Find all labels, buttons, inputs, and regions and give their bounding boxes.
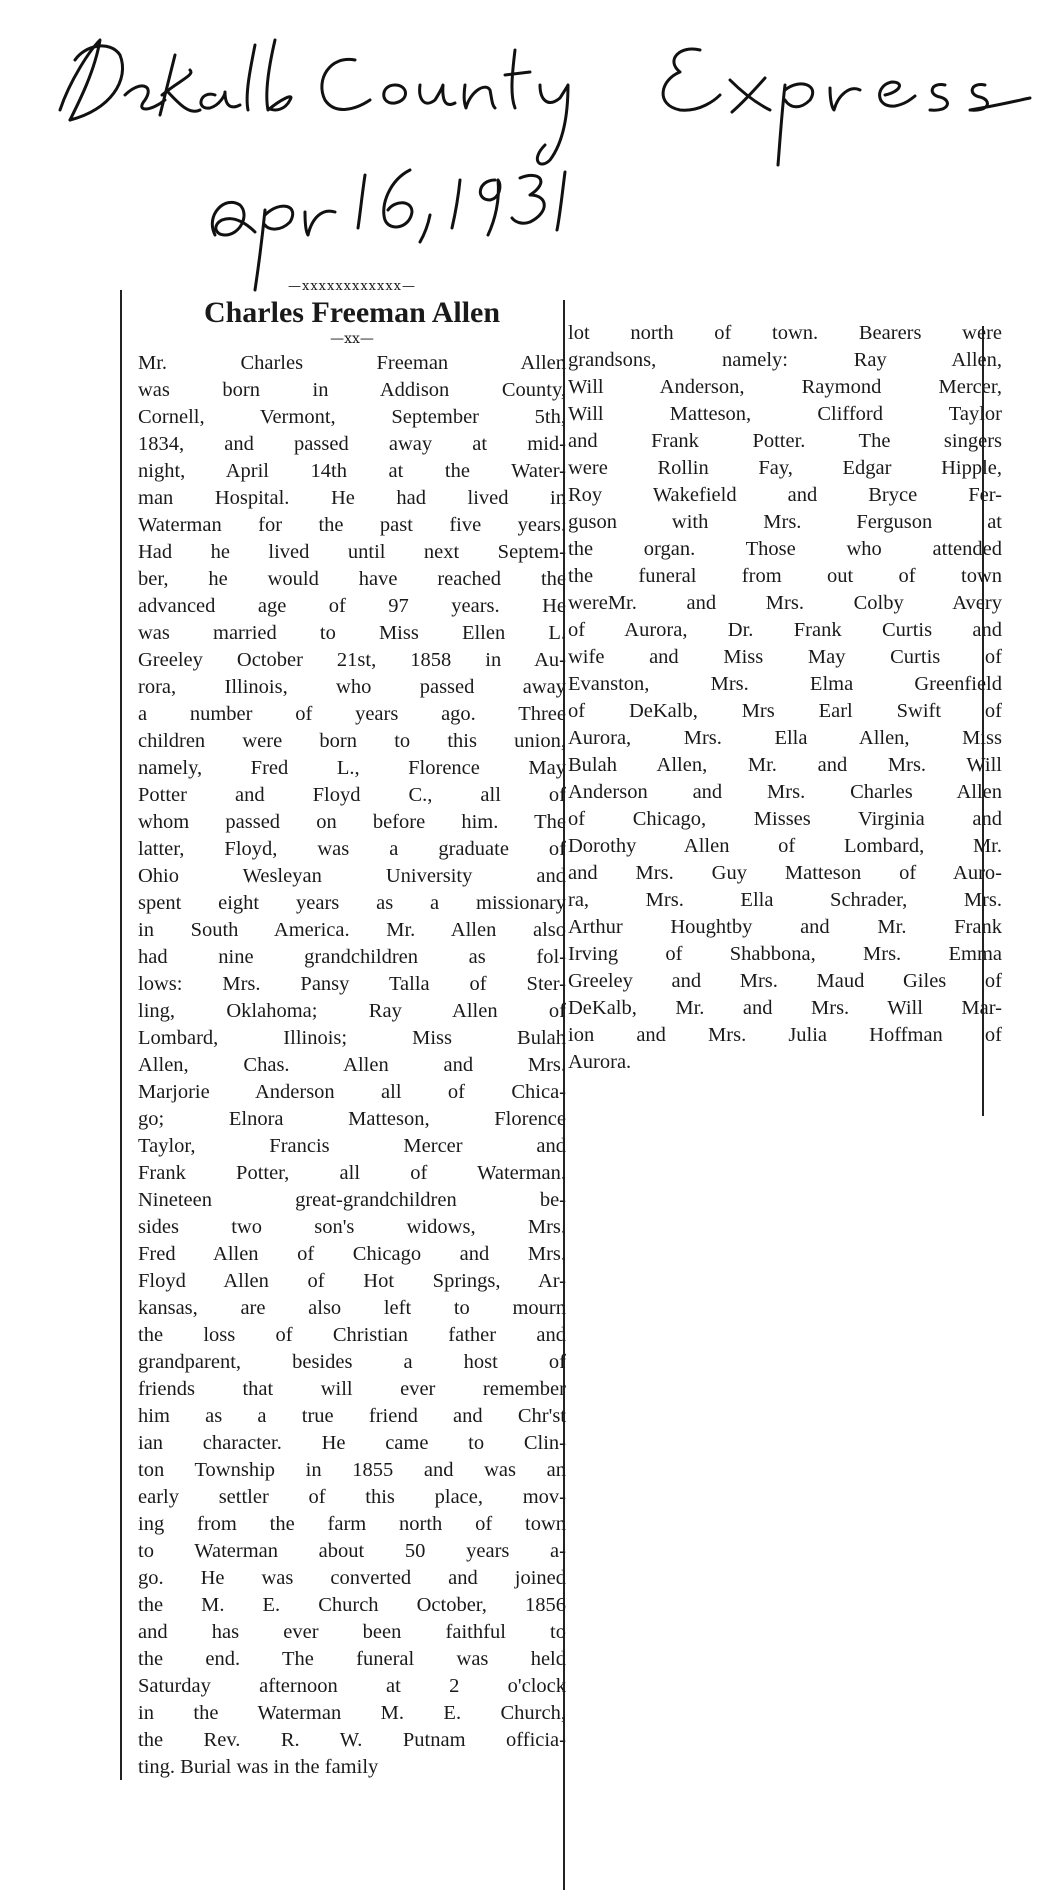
text-line: the organ. Those who attended: [568, 538, 1002, 560]
article-body-left: [138, 350, 566, 1781]
text-line: in the Waterman M. E. Church,: [138, 1702, 566, 1724]
text-line: lows: Mrs. Pansy Talla of Ster-: [138, 973, 566, 995]
text-line: Anderson and Mrs. Charles Allen: [568, 781, 1002, 803]
text-line: and Mrs. Guy Matteson of Auro-: [568, 862, 1002, 884]
text-line: was married to Miss Ellen L.: [138, 622, 566, 644]
text-line: Mr. Charles Freeman Allen: [138, 352, 566, 374]
text-line: Evanston, Mrs. Elma Greenfield: [568, 673, 1002, 695]
text-line: Nineteen great-grandchildren be-: [138, 1189, 566, 1211]
handwritten-annotation-drawing: [0, 0, 1038, 300]
text-line: grandsons, namely: Ray Allen,: [568, 349, 1002, 371]
headline-ornament: —xxxxxxxxxxxx—: [288, 279, 416, 294]
text-line: and Frank Potter. The singers: [568, 430, 1002, 452]
text-line: Greeley October 21st, 1858 in Au-: [138, 649, 566, 671]
text-line: Dorothy Allen of Lombard, Mr.: [568, 835, 1002, 857]
text-line: namely, Fred L., Florence May: [138, 757, 566, 779]
text-line: Irving of Shabbona, Mrs. Emma: [568, 943, 1002, 965]
text-line: wife and Miss May Curtis of: [568, 646, 1002, 668]
text-line: of DeKalb, Mrs Earl Swift of: [568, 700, 1002, 722]
text-line: go; Elnora Matteson, Florence: [138, 1108, 566, 1130]
text-line: lot north of town. Bearers were: [568, 322, 1002, 344]
article-column-left: [138, 280, 566, 1781]
text-line: DeKalb, Mr. and Mrs. Will Mar-: [568, 997, 1002, 1019]
text-line: Marjorie Anderson all of Chica-: [138, 1081, 566, 1103]
text-line: early settler of this place, mov-: [138, 1486, 566, 1508]
text-line: Frank Potter, all of Waterman.: [138, 1162, 566, 1184]
text-line: spent eight years as a missionary: [138, 892, 566, 914]
text-line: rora, Illinois, who passed away: [138, 676, 566, 698]
text-line: Aurora, Mrs. Ella Allen, Miss: [568, 727, 1002, 749]
text-line: the loss of Christian father and: [138, 1324, 566, 1346]
text-line: Cornell, Vermont, September 5th,: [138, 406, 566, 428]
handwritten-annotation: [0, 0, 1038, 300]
text-line: Aurora.: [568, 1051, 632, 1073]
text-line: ting. Burial was in the family: [138, 1756, 379, 1778]
text-line: whom passed on before him. The: [138, 811, 566, 833]
text-line: friends that will ever remember: [138, 1378, 566, 1400]
text-line: Ohio Wesleyan University and: [138, 865, 566, 887]
text-line: grandparent, besides a host of: [138, 1351, 566, 1373]
text-line: Waterman for the past five years.: [138, 514, 566, 536]
text-line: Taylor, Francis Mercer and: [138, 1135, 566, 1157]
text-line: Greeley and Mrs. Maud Giles of: [568, 970, 1002, 992]
text-line: the M. E. Church October, 1856: [138, 1594, 566, 1616]
text-line: advanced age of 97 years. He: [138, 595, 566, 617]
text-line: the end. The funeral was held: [138, 1648, 566, 1670]
text-line: was born in Addison County,: [138, 379, 566, 401]
text-line: ian character. He came to Clin-: [138, 1432, 566, 1454]
text-line: Lombard, Illinois; Miss Bulah: [138, 1027, 566, 1049]
text-line: wereMr. and Mrs. Colby Avery: [568, 592, 1002, 614]
article-title: Charles Freeman Allen: [203, 296, 501, 329]
text-line: Fred Allen of Chicago and Mrs.: [138, 1243, 566, 1265]
text-line: had nine grandchildren as fol-: [138, 946, 566, 968]
text-line: of Chicago, Misses Virginia and: [568, 808, 1002, 830]
text-line: latter, Floyd, was a graduate of: [138, 838, 566, 860]
text-line: in South America. Mr. Allen also: [138, 919, 566, 941]
text-line: Had he lived until next Septem-: [138, 541, 566, 563]
column-rule-left: [120, 290, 122, 1780]
text-line: guson with Mrs. Ferguson at: [568, 511, 1002, 533]
text-line: Roy Wakefield and Bryce Fer-: [568, 484, 1002, 506]
text-line: Bulah Allen, Mr. and Mrs. Will: [568, 754, 1002, 776]
text-line: to Waterman about 50 years a-: [138, 1540, 566, 1562]
text-line: Allen, Chas. Allen and Mrs.: [138, 1054, 566, 1076]
text-line: Potter and Floyd C., all of: [138, 784, 566, 806]
text-line: 1834, and passed away at mid-: [138, 433, 566, 455]
text-line: ton Township in 1855 and was an: [138, 1459, 566, 1481]
headline-sub-ornament: —xx—: [330, 331, 374, 347]
text-line: of Aurora, Dr. Frank Curtis and: [568, 619, 1002, 641]
text-line: Saturday afternoon at 2 o'clock: [138, 1675, 566, 1697]
text-line: him as a true friend and Chr'st: [138, 1405, 566, 1427]
text-line: night, April 14th at the Water-: [138, 460, 566, 482]
text-line: and has ever been faithful to: [138, 1621, 566, 1643]
text-line: children were born to this union,: [138, 730, 566, 752]
text-line: kansas, are also left to mourn: [138, 1297, 566, 1319]
text-line: the Rev. R. W. Putnam officia-: [138, 1729, 566, 1751]
text-line: Floyd Allen of Hot Springs, Ar-: [138, 1270, 566, 1292]
text-line: ling, Oklahoma; Ray Allen of: [138, 1000, 566, 1022]
text-line: the funeral from out of town: [568, 565, 1002, 587]
text-line: Will Matteson, Clifford Taylor: [568, 403, 1002, 425]
text-line: ra, Mrs. Ella Schrader, Mrs.: [568, 889, 1002, 911]
text-line: go. He was converted and joined: [138, 1567, 566, 1589]
text-line: Arthur Houghtby and Mr. Frank: [568, 916, 1002, 938]
text-line: a number of years ago. Three: [138, 703, 566, 725]
text-line: sides two son's widows, Mrs.: [138, 1216, 566, 1238]
text-line: ing from the farm north of town: [138, 1513, 566, 1535]
newspaper-clipping: [120, 280, 1000, 1890]
text-line: ion and Mrs. Julia Hoffman of: [568, 1024, 1002, 1046]
article-column-right: [568, 320, 1002, 1076]
text-line: man Hospital. He had lived in: [138, 487, 566, 509]
text-line: Will Anderson, Raymond Mercer,: [568, 376, 1002, 398]
text-line: were Rollin Fay, Edgar Hipple,: [568, 457, 1002, 479]
article-body-right: [568, 320, 1002, 1076]
text-line: ber, he would have reached the: [138, 568, 566, 590]
